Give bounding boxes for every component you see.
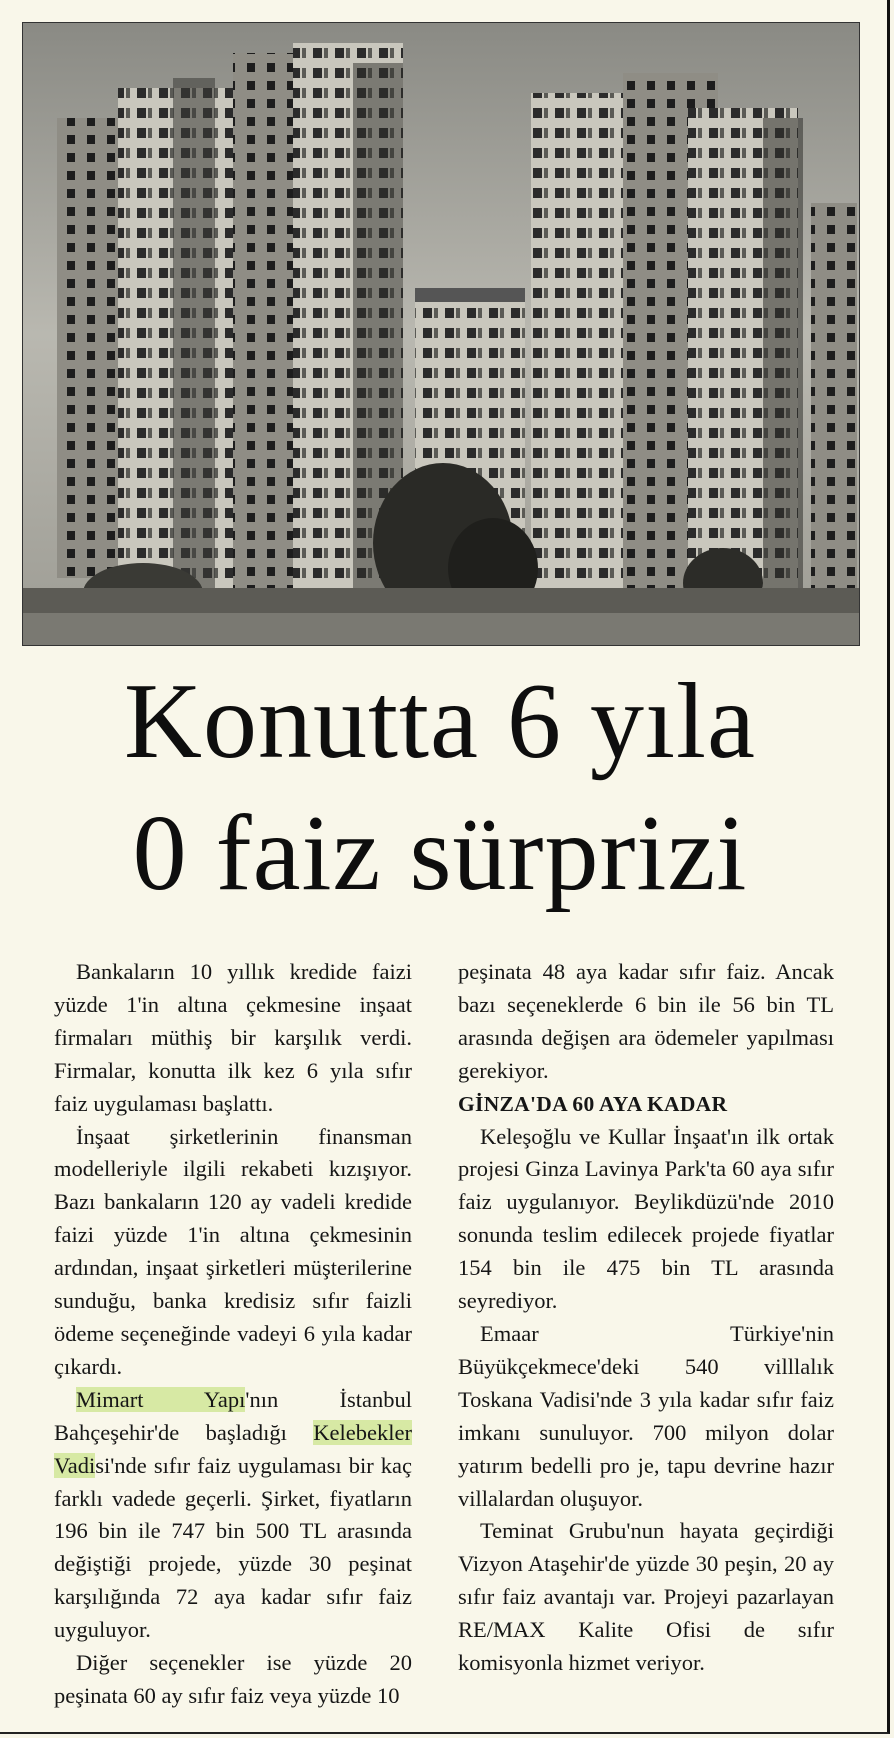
highlighted-company-name: Mimart Yapı (76, 1386, 246, 1412)
paragraph: Emaar Türkiye'nin Büyükçekmece'deki 540 villlalık Toskana Vadisi'nde 3 yıla kadar sıfır faiz imkanı sunuluyor. 700 milyon dolar yatırım bedelli pro je, tapu devrine hazır villalardan oluşuyor. (458, 1320, 834, 1511)
article-photo-residential-towers (22, 22, 860, 646)
article-column-left (54, 956, 412, 1713)
paragraph: Keleşoğlu ve Kullar İnşaat'ın ilk ortak projesi Ginza Lavinya Park'ta 60 aya sıfır faiz uygulanıyor. Beylikdüzü'nde 2010 sonunda teslim edilecek projede fiyatlar 154 bin ile 475 bin TL arasında seyrediyor. (458, 1123, 834, 1314)
highlighted-project-name: Kelebekler Vadi (54, 1419, 412, 1478)
paragraph-text: 'nın İstanbul Bahçeşehir'de başladığı (54, 1386, 412, 1445)
paragraph: İnşaat şirketlerinin finansman modelleriyle ilgili rekabeti kızışıyor. Bazı bankaların 120 ay vadeli kredide faizi yüzde 1'in altına çekmesinin ardından, inşaat şirketleri müşterilerine sunduğu, banka kredisiz sıfır faizli ödeme seçeneğinde vadeyi 6 yıla kadar çıkardı. (54, 1123, 412, 1379)
paragraph: Bankaların 10 yıllık kredide faizi yüzde 1'in altına çekmesine inşaat firmaları müthiş bir karşılık verdi. Firmalar, konutta ilk kez 6 yıla sıfır faiz uygulaması başlattı. (54, 959, 412, 1116)
article-column-right (458, 956, 834, 1680)
section-subheading: GİNZA'DA 60 AYA KADAR (458, 1091, 728, 1116)
paragraph-text: si'nde sıfır faiz uygulaması bir kaç farklı vadede geçerli. Şirket, fiyatların 196 bin ile 747 bin 500 TL arasında değiştiği projede, yüzde 30 peşinat karşılığında 72 aya kadar sıfır faiz uyguluyor. (54, 1452, 412, 1643)
paragraph: Teminat Grubu'nun hayata geçirdiği Vizyon Ataşehir'de yüzde 30 peşin, 20 ay sıfır faiz avantajı var. Projeyi pazarlayan RE/MAX Kalite Ofisi de sıfır komisyonla hizmet veriyor. (458, 1518, 834, 1676)
paragraph: Diğer seçenekler ise yüzde 20 peşinata 60 ay sıfır faiz veya yüzde 10 (54, 1650, 412, 1708)
paragraph (54, 1384, 412, 1647)
headline-line-2: 0 faiz sürprizi (132, 794, 748, 913)
headline-line-1: Konutta 6 yıla (124, 662, 756, 781)
paragraph: peşinata 48 aya kadar sıfır faiz. Ancak bazı seçeneklerde 6 bin ile 56 bin TL arasında değişen ara ödemeler yapılması gerekiyor. (458, 959, 834, 1083)
tower-buildings-illustration (23, 23, 859, 645)
